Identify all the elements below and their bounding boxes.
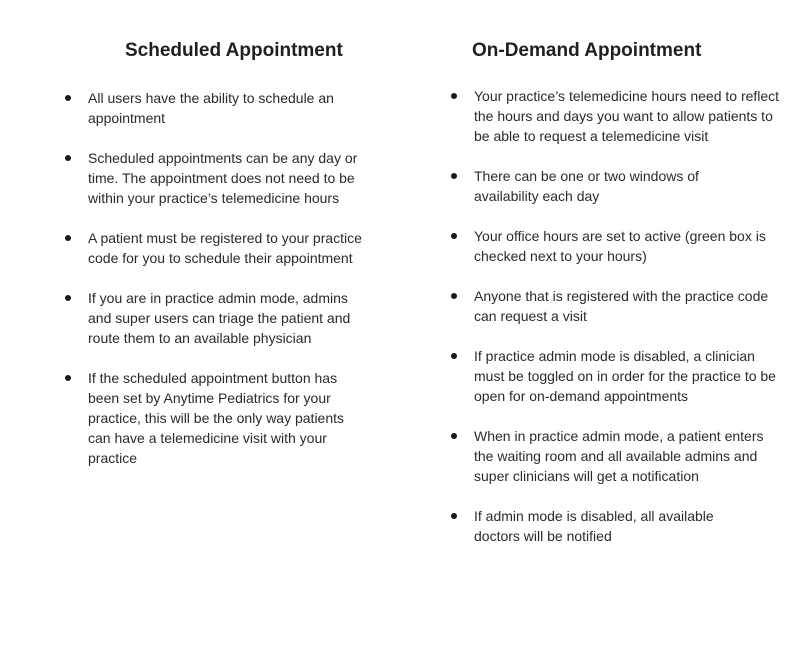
list-item: If the scheduled appointment button has been set by Anytime Pediatrics for your practice, this will be the only way patients can have a telemedicine visit with your practice [62, 368, 363, 468]
list-item: There can be one or two windows of availability each day [448, 166, 742, 206]
bullet-icon [451, 433, 457, 439]
list-item: All users have the ability to schedule an appointment [62, 88, 358, 128]
scheduled-appointment-list [62, 88, 383, 488]
scheduled-appointment-title: Scheduled Appointment [125, 40, 343, 61]
bullet-icon [451, 93, 457, 99]
list-item: If admin mode is disabled, all available doctors will be notified [448, 506, 754, 546]
on-demand-appointment-title: On-Demand Appointment [472, 40, 702, 61]
list-item: If you are in practice admin mode, admins and super users can triage the patient and route them to an available physician [62, 288, 368, 348]
bullet-icon [451, 513, 457, 519]
list-item: When in practice admin mode, a patient enters the waiting room and all available admins and super clinicians will get a notification [448, 426, 764, 486]
bullet-icon [65, 235, 71, 241]
bullet-icon [451, 293, 457, 299]
bullet-icon [65, 95, 71, 101]
bullet-icon [65, 375, 71, 381]
list-item: Your practice’s telemedicine hours need to reflect the hours and days you want to allow patients to be able to request a telemedicine visit [448, 86, 782, 146]
bullet-icon [451, 233, 457, 239]
bullet-icon [65, 295, 71, 301]
list-item: Scheduled appointments can be any day or time. The appointment does not need to be within your practice’s telemedicine hours [62, 148, 373, 208]
list-item: If practice admin mode is disabled, a clinician must be toggled on in order for the practice to be open for on-demand appointments [448, 346, 786, 406]
list-item: Anyone that is registered with the practice code can request a visit [448, 286, 774, 326]
bullet-icon [65, 155, 71, 161]
bullet-icon [451, 353, 457, 359]
list-item: A patient must be registered to your practice code for you to schedule their appointment [62, 228, 383, 268]
bullet-icon [451, 173, 457, 179]
on-demand-appointment-list [448, 86, 786, 566]
list-item: Your office hours are set to active (green box is checked next to your hours) [448, 226, 786, 266]
